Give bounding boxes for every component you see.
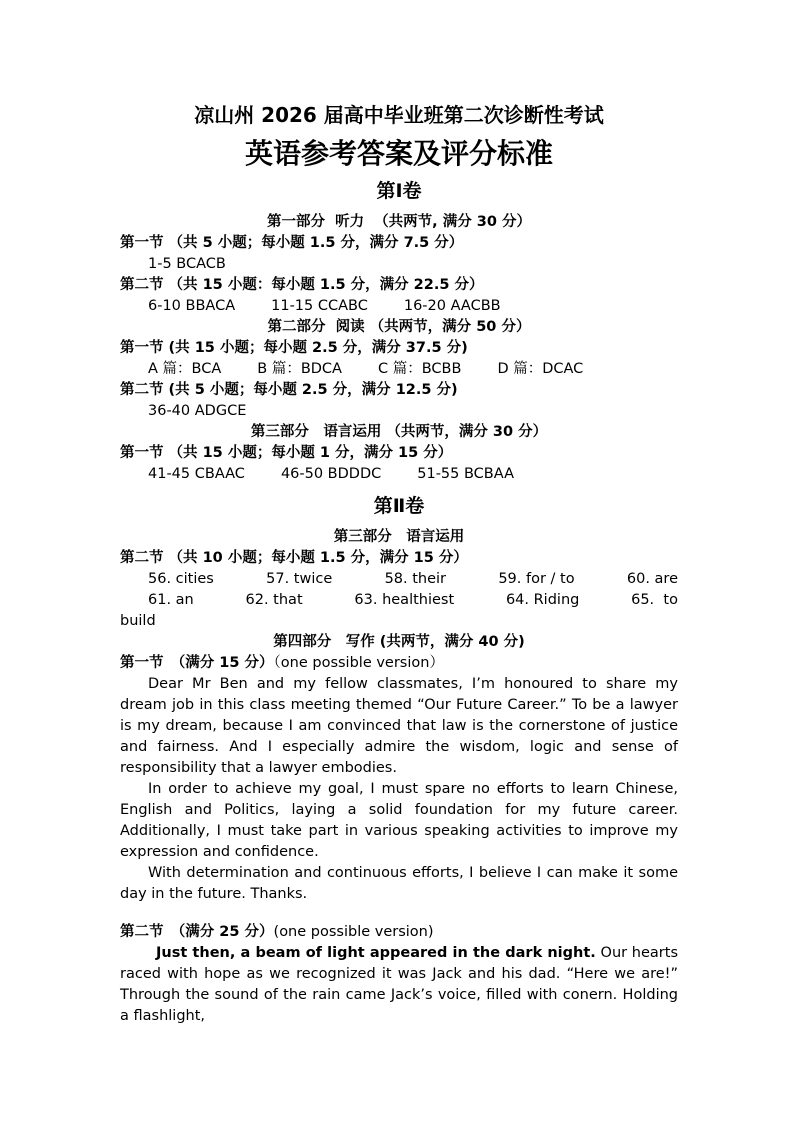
answer-item: 63. healthiest	[354, 592, 455, 608]
part2-section2-answers: 36-40 ADGCE	[148, 403, 247, 419]
part3-section1-heading: 第一节 （共 15 小题；每小题 1 分，满分 15 分）	[120, 445, 453, 461]
volume-1-heading: 第Ⅰ卷	[376, 180, 422, 202]
part1-section1-answers: 1-5 BCACB	[148, 256, 226, 272]
writing-section2-label: 第二节 （满分 25 分）	[120, 924, 274, 940]
answer-item: 65. to	[631, 592, 678, 608]
part1-section2-answers	[120, 296, 678, 317]
essay1-paragraph-2: In order to achieve my goal, I must spare no efforts to learn Chinese, English and Politics, laying a solid foundation for my future career. Additionally, I must take part in various speaking activities to improve my expression and confidence.	[120, 781, 678, 860]
part3-vol2-section2-heading: 第二节 （共 10 小题；每小题 1.5 分，满分 15 分）	[120, 550, 468, 566]
writing-section1-note: （one possible version）	[273, 655, 444, 671]
answer-item: 59. for / to	[498, 571, 575, 587]
writing-section2-heading	[120, 922, 678, 943]
writing-section1-label: 第一节 （满分 15 分）	[120, 655, 274, 671]
answer-group: 41-45 CBAAC	[148, 466, 245, 482]
answer-group: C 篇：BCBB	[377, 361, 462, 377]
part2-section2-heading: 第二节 (共 5 小题；每小题 2.5 分，满分 12.5 分)	[120, 382, 458, 398]
document-subtitle: 英语参考答案及评分标准	[244, 137, 553, 170]
writing-section1-heading	[120, 653, 678, 674]
essay1-paragraph-3: With determination and continuous efforts, I believe I can make it some day in the future. Thanks.	[120, 865, 678, 902]
answer-item: 60. are	[626, 571, 678, 587]
answer-item: 57. twice	[266, 571, 333, 587]
document-title: 凉山州 2026 届高中毕业班第二次诊断性考试	[194, 103, 604, 127]
part3-language-use-heading: 第三部分 语言运用 （共两节，满分 30 分）	[250, 424, 548, 440]
answer-group: A 篇：BCA	[148, 361, 222, 377]
part3-vol2-heading: 第三部分 语言运用	[333, 529, 465, 545]
volume-2-heading: 第Ⅱ卷	[373, 495, 425, 517]
grammar-answer-wrap: build	[120, 613, 156, 629]
part2-reading-heading: 第二部分 阅读 （共两节，满分 50 分）	[267, 319, 531, 335]
answer-group: D 篇：DCAC	[497, 361, 584, 377]
answer-group: 16-20 AACBB	[403, 298, 501, 314]
answer-group: 46-50 BDDDC	[280, 466, 382, 482]
answer-group: 11-15 CCABC	[271, 298, 368, 314]
part1-section2-heading: 第二节 （共 15 小题：每小题 1.5 分，满分 22.5 分）	[120, 277, 484, 293]
essay1-paragraph-1: Dear Mr Ben and my fellow classmates, I’m honoured to share my dream job in this class meeting themed “Our Future Career.” To be a lawyer is my dream, because I am convinced that law is the cornerstone of justice and fairness. And I especially admire the wisdom, logic and sense of responsibility that a lawyer embodies.	[120, 676, 678, 776]
answer-item: 62. that	[245, 592, 303, 608]
part1-listening-heading: 第一部分 听力 （共两节, 满分 30 分）	[266, 214, 532, 230]
essay2-paragraph	[120, 943, 678, 1027]
writing-section2-note: (one possible version)	[273, 924, 434, 940]
grammar-answers-row-2	[120, 590, 678, 611]
essay2-continuation: Our hearts raced with hope as we recognized it was Jack and his dad. “Here we are!” Through the sound of the rain came Jack’s voice, filled with conern. Holding a flashlight,	[120, 945, 679, 1024]
grammar-answers-row-1	[120, 569, 678, 590]
answer-item: 61. an	[148, 592, 194, 608]
answer-group: 6-10 BBACA	[148, 298, 236, 314]
part4-writing-heading: 第四部分 写作 (共两节，满分 40 分)	[273, 634, 525, 650]
part1-section1-heading: 第一节 （共 5 小题；每小题 1.5 分，满分 7.5 分）	[120, 235, 464, 251]
answer-group: B 篇：BDCA	[257, 361, 342, 377]
answer-item: 56. cities	[148, 571, 214, 587]
part2-section1-heading: 第一节 (共 15 小题；每小题 2.5 分，满分 37.5 分)	[120, 340, 468, 356]
answer-item: 58. their	[384, 571, 447, 587]
essay2-lead-sentence: Just then, a beam of light appeared in the dark night.	[156, 945, 596, 961]
part2-section1-answers	[120, 359, 678, 380]
part3-section1-answers	[120, 464, 678, 485]
answer-group: 51-55 BCBAA	[417, 466, 514, 482]
answer-item: 64. Riding	[505, 592, 580, 608]
